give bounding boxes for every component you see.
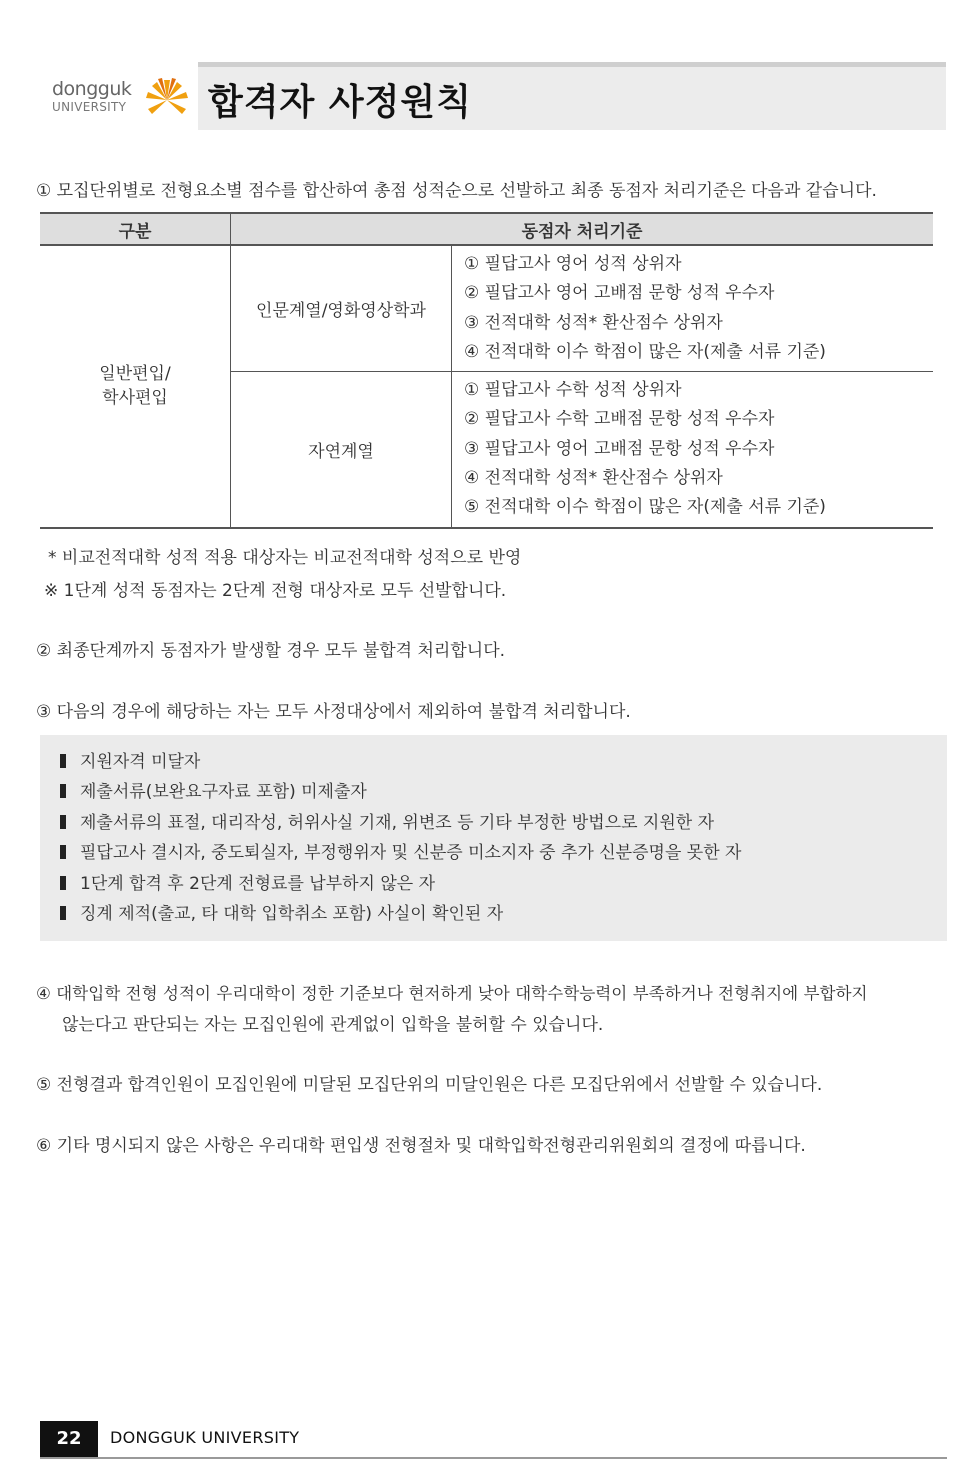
criterion-item: ③ 전적대학 성적* 환산점수 상위자 [464, 312, 723, 333]
criterion-item: ① 필답고사 영어 성적 상위자 [464, 254, 682, 274]
bullet-icon [60, 754, 66, 768]
note-stage1: ※ 1단계 성적 동점자는 2단계 전형 대상자로 모두 선발합니다. [44, 581, 507, 601]
page-title: 합격자 사정원칙 [208, 82, 472, 123]
page-footer [40, 1421, 947, 1459]
group-name-humanities: 인문계열/영화영상학과 [231, 245, 452, 372]
list-item [60, 869, 947, 899]
exclusion-text: 제출서류(보완요구자료 포함) 미제출자 [80, 782, 367, 803]
category-line1: 일반편입/ [99, 364, 171, 385]
exclusion-text: 징계 제적(출교, 타 대학 입학취소 포함) 사실이 확인된 자 [80, 904, 504, 925]
table-header-criteria: 동점자 처리기준 [231, 213, 934, 245]
bullet-icon [60, 906, 66, 920]
exclusion-box [40, 735, 947, 941]
section4-line2: 않는다고 판단되는 자는 모집인원에 관계없이 입학을 불허할 수 있습니다. [62, 1015, 604, 1035]
list-item [60, 747, 947, 777]
criterion-item: ④ 전적대학 성적* 환산점수 상위자 [464, 468, 723, 489]
criterion-item: ④ 전적대학 이수 학점이 많은 자(제출 서류 기준) [464, 341, 826, 362]
list-item [60, 899, 947, 929]
logo-word: dongguk [52, 78, 132, 100]
list-item [60, 808, 947, 838]
criterion-item: ③ 필답고사 영어 고배점 문항 성적 우수자 [464, 438, 775, 459]
criteria-cell-natural [452, 372, 934, 528]
criterion-item: ① 필답고사 수학 성적 상위자 [464, 380, 682, 401]
table-header-category: 구분 [40, 213, 231, 245]
table-row [40, 245, 933, 372]
section5-text: ⑤ 전형결과 합격인원이 모집인원에 미달된 모집단위의 미달인원은 다른 모집단위에서 선발할 수 있습니다. [36, 1075, 823, 1095]
tiebreak-table [40, 212, 933, 529]
group-name-natural: 자연계열 [231, 372, 452, 528]
bullet-icon [60, 876, 66, 890]
criterion-item: ② 필답고사 수학 고배점 문항 성적 우수자 [464, 409, 775, 430]
category-cell [40, 245, 231, 528]
list-item [60, 777, 947, 807]
section2-text: ② 최종단계까지 동점자가 발생할 경우 모두 불합격 처리합니다. [36, 641, 506, 661]
criterion-item: ⑤ 전적대학 이수 학점이 많은 자(제출 서류 기준) [464, 497, 826, 518]
exclusion-text: 필답고사 결시자, 중도퇴실자, 부정행위자 및 신분증 미소지자 중 추가 신분증명을 못한 자 [80, 843, 742, 864]
logo-sub: UNIVERSITY [52, 100, 127, 114]
section4-line1: ④ 대학입학 전형 성적이 우리대학이 정한 기준보다 현저하게 낮아 대학수학능력이 부족하거나 전형취지에 부합하지 [36, 984, 868, 1003]
category-line2: 학사편입 [102, 388, 168, 409]
bullet-icon [60, 815, 66, 829]
list-item [60, 838, 947, 868]
exclusion-text: 제출서류의 표절, 대리작성, 허위사실 기재, 위변조 등 기타 부정한 방법으로 지원한 자 [80, 812, 715, 833]
footnote-grade: * 비교전적대학 성적 적용 대상자는 비교전적대학 성적으로 반영 [48, 548, 522, 568]
bullet-icon [60, 845, 66, 859]
section1-text: ① 모집단위별로 전형요소별 점수를 합산하여 총점 성적순으로 선발하고 최종 동점자 처리기준은 다음과 같습니다. [36, 181, 877, 201]
university-logo [52, 76, 194, 120]
exclusion-text: 지원자격 미달자 [80, 752, 201, 772]
criterion-item: ② 필답고사 영어 고배점 문항 성적 우수자 [464, 283, 775, 304]
page-number: 22 [40, 1421, 98, 1457]
criteria-cell-humanities [452, 245, 934, 372]
exclusion-text: 1단계 합격 후 2단계 전형료를 납부하지 않은 자 [80, 873, 436, 894]
section6-text: ⑥ 기타 명시되지 않은 사항은 우리대학 편입생 전형절차 및 대학입학전형관리위원회의 결정에 따릅니다. [36, 1136, 806, 1156]
section3-text: ③ 다음의 경우에 해당하는 자는 모두 사정대상에서 제외하여 불합격 처리합니다. [36, 702, 631, 722]
bullet-icon [60, 784, 66, 798]
lotus-logo-icon [144, 76, 190, 120]
footer-university: DONGGUK UNIVERSITY [110, 1428, 300, 1447]
